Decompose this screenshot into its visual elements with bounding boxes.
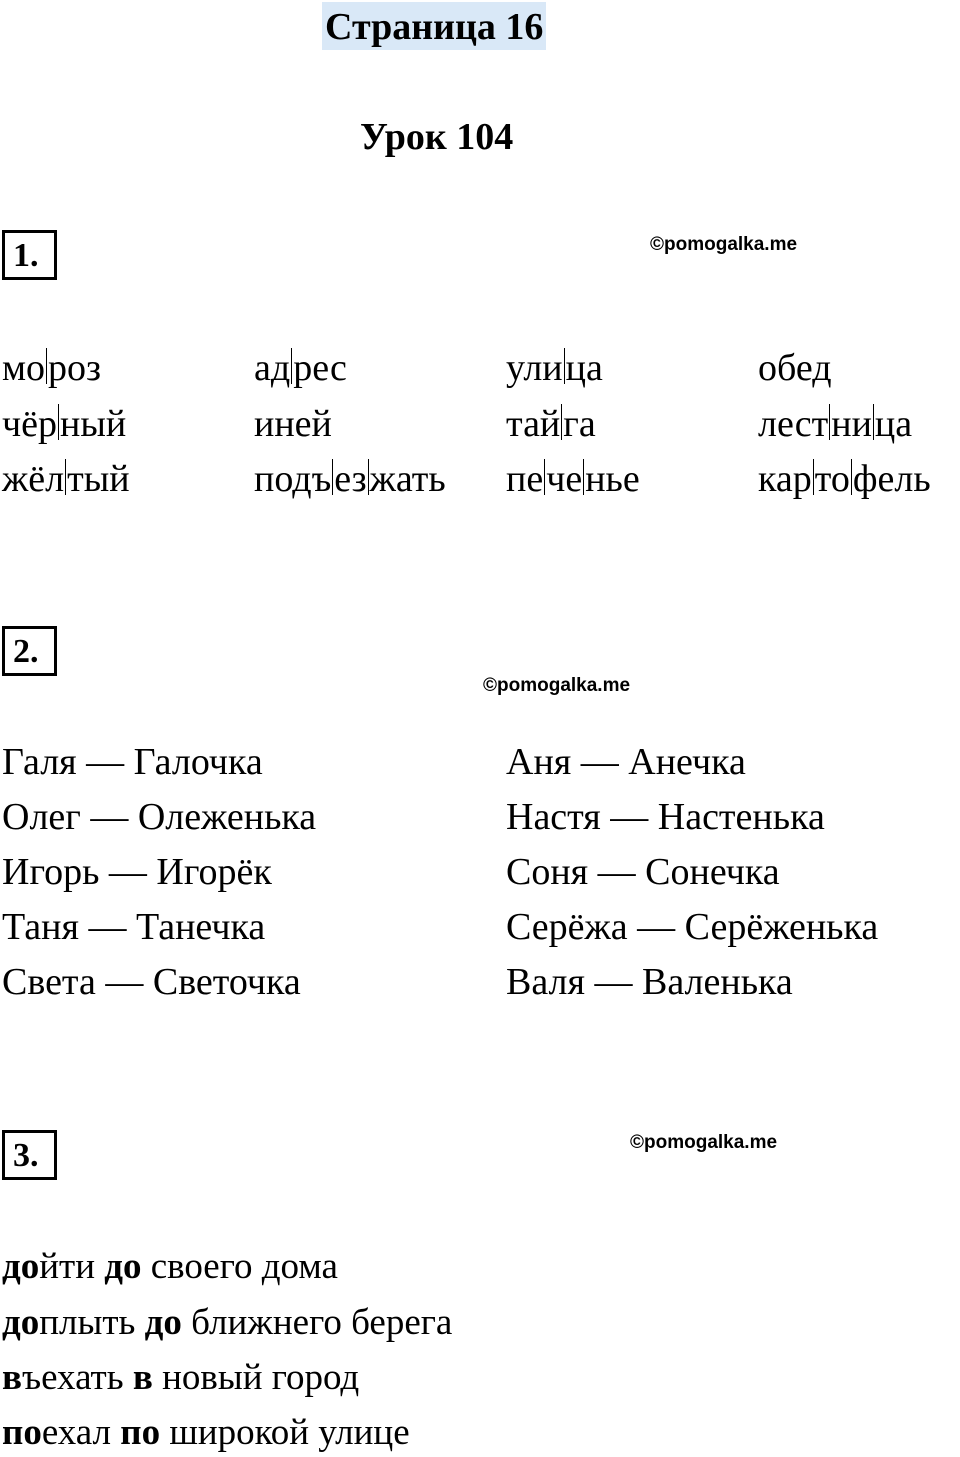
name-pair: Серёжа — Серёженька xyxy=(506,906,879,948)
syllable-separator xyxy=(58,404,59,440)
syllable-word xyxy=(254,400,332,448)
syllable: тай xyxy=(506,403,561,445)
name-pair: Игорь — Игорёк xyxy=(2,851,272,893)
watermark: ©pomogalka.me xyxy=(630,1132,778,1153)
syllable: роз xyxy=(48,347,102,389)
phrase-2: доплыть до ближнего берега xyxy=(2,1302,453,1343)
syllable-word xyxy=(506,400,596,448)
name-pair: Настя — Настенька xyxy=(506,796,825,838)
syllable: ули xyxy=(506,347,563,389)
page-title: Страница 16 xyxy=(322,2,546,50)
phrase-3: въехать в новый город xyxy=(2,1357,360,1398)
syllable-separator xyxy=(65,459,66,495)
syllable: чёр xyxy=(2,403,57,445)
lesson-title: Урок 104 xyxy=(360,116,514,158)
syllable-word xyxy=(254,455,446,503)
syllable: иней xyxy=(254,403,332,445)
syllable: пе xyxy=(506,458,544,500)
name-pair: Олег — Олеженька xyxy=(2,796,317,838)
syllable: то xyxy=(814,458,850,500)
syllable-word xyxy=(2,455,130,503)
syllable: жать xyxy=(369,458,446,500)
task-number-1: 1. xyxy=(2,230,57,280)
syllable: тый xyxy=(67,458,130,500)
syllable: мо xyxy=(2,347,46,389)
syllable: ный xyxy=(59,403,127,445)
syllable-separator xyxy=(46,348,47,384)
syllable-separator xyxy=(368,459,369,495)
syllable-word xyxy=(506,455,640,503)
syllable-word xyxy=(254,344,347,392)
phrase-4: поехал по широкой улице xyxy=(2,1412,410,1453)
watermark: ©pomogalka.me xyxy=(650,234,798,255)
syllable: нье xyxy=(585,458,640,500)
syllable-word xyxy=(506,344,603,392)
watermark: ©pomogalka.me xyxy=(483,675,631,696)
syllable-word xyxy=(2,344,101,392)
syllable: обед xyxy=(758,347,832,389)
name-pair: Валя — Валенька xyxy=(506,961,793,1003)
name-pair: Галя — Галочка xyxy=(2,741,263,783)
name-pair: Соня — Сонечка xyxy=(506,851,780,893)
syllable: жёл xyxy=(2,458,65,500)
syllable-word xyxy=(758,455,931,503)
syllable-word xyxy=(2,400,126,448)
syllable: ни xyxy=(831,403,872,445)
task-number-2: 2. xyxy=(2,626,57,676)
syllable: ез xyxy=(334,458,367,500)
syllable: лест xyxy=(758,403,829,445)
syllable: ца xyxy=(874,403,913,445)
name-pair: Аня — Анечка xyxy=(506,741,746,783)
syllable: ца xyxy=(565,347,603,389)
syllable: ад xyxy=(254,347,291,389)
syllable: фель xyxy=(852,458,931,500)
name-pair: Таня — Танечка xyxy=(2,906,266,948)
syllable: че xyxy=(546,458,583,500)
syllable-separator xyxy=(851,459,852,495)
syllable-word xyxy=(758,344,832,392)
syllable-word xyxy=(758,400,912,448)
name-pair: Света — Светочка xyxy=(2,961,301,1003)
syllable-separator xyxy=(813,459,814,495)
task-number-3: 3. xyxy=(2,1130,57,1180)
phrase-1: дойти до своего дома xyxy=(2,1246,338,1287)
syllable-separator xyxy=(564,348,565,384)
syllable: га xyxy=(563,403,596,445)
syllable: кар xyxy=(758,458,812,500)
syllable-separator xyxy=(873,404,874,440)
syllable: подъ xyxy=(254,458,332,500)
syllable: рес xyxy=(293,347,347,389)
